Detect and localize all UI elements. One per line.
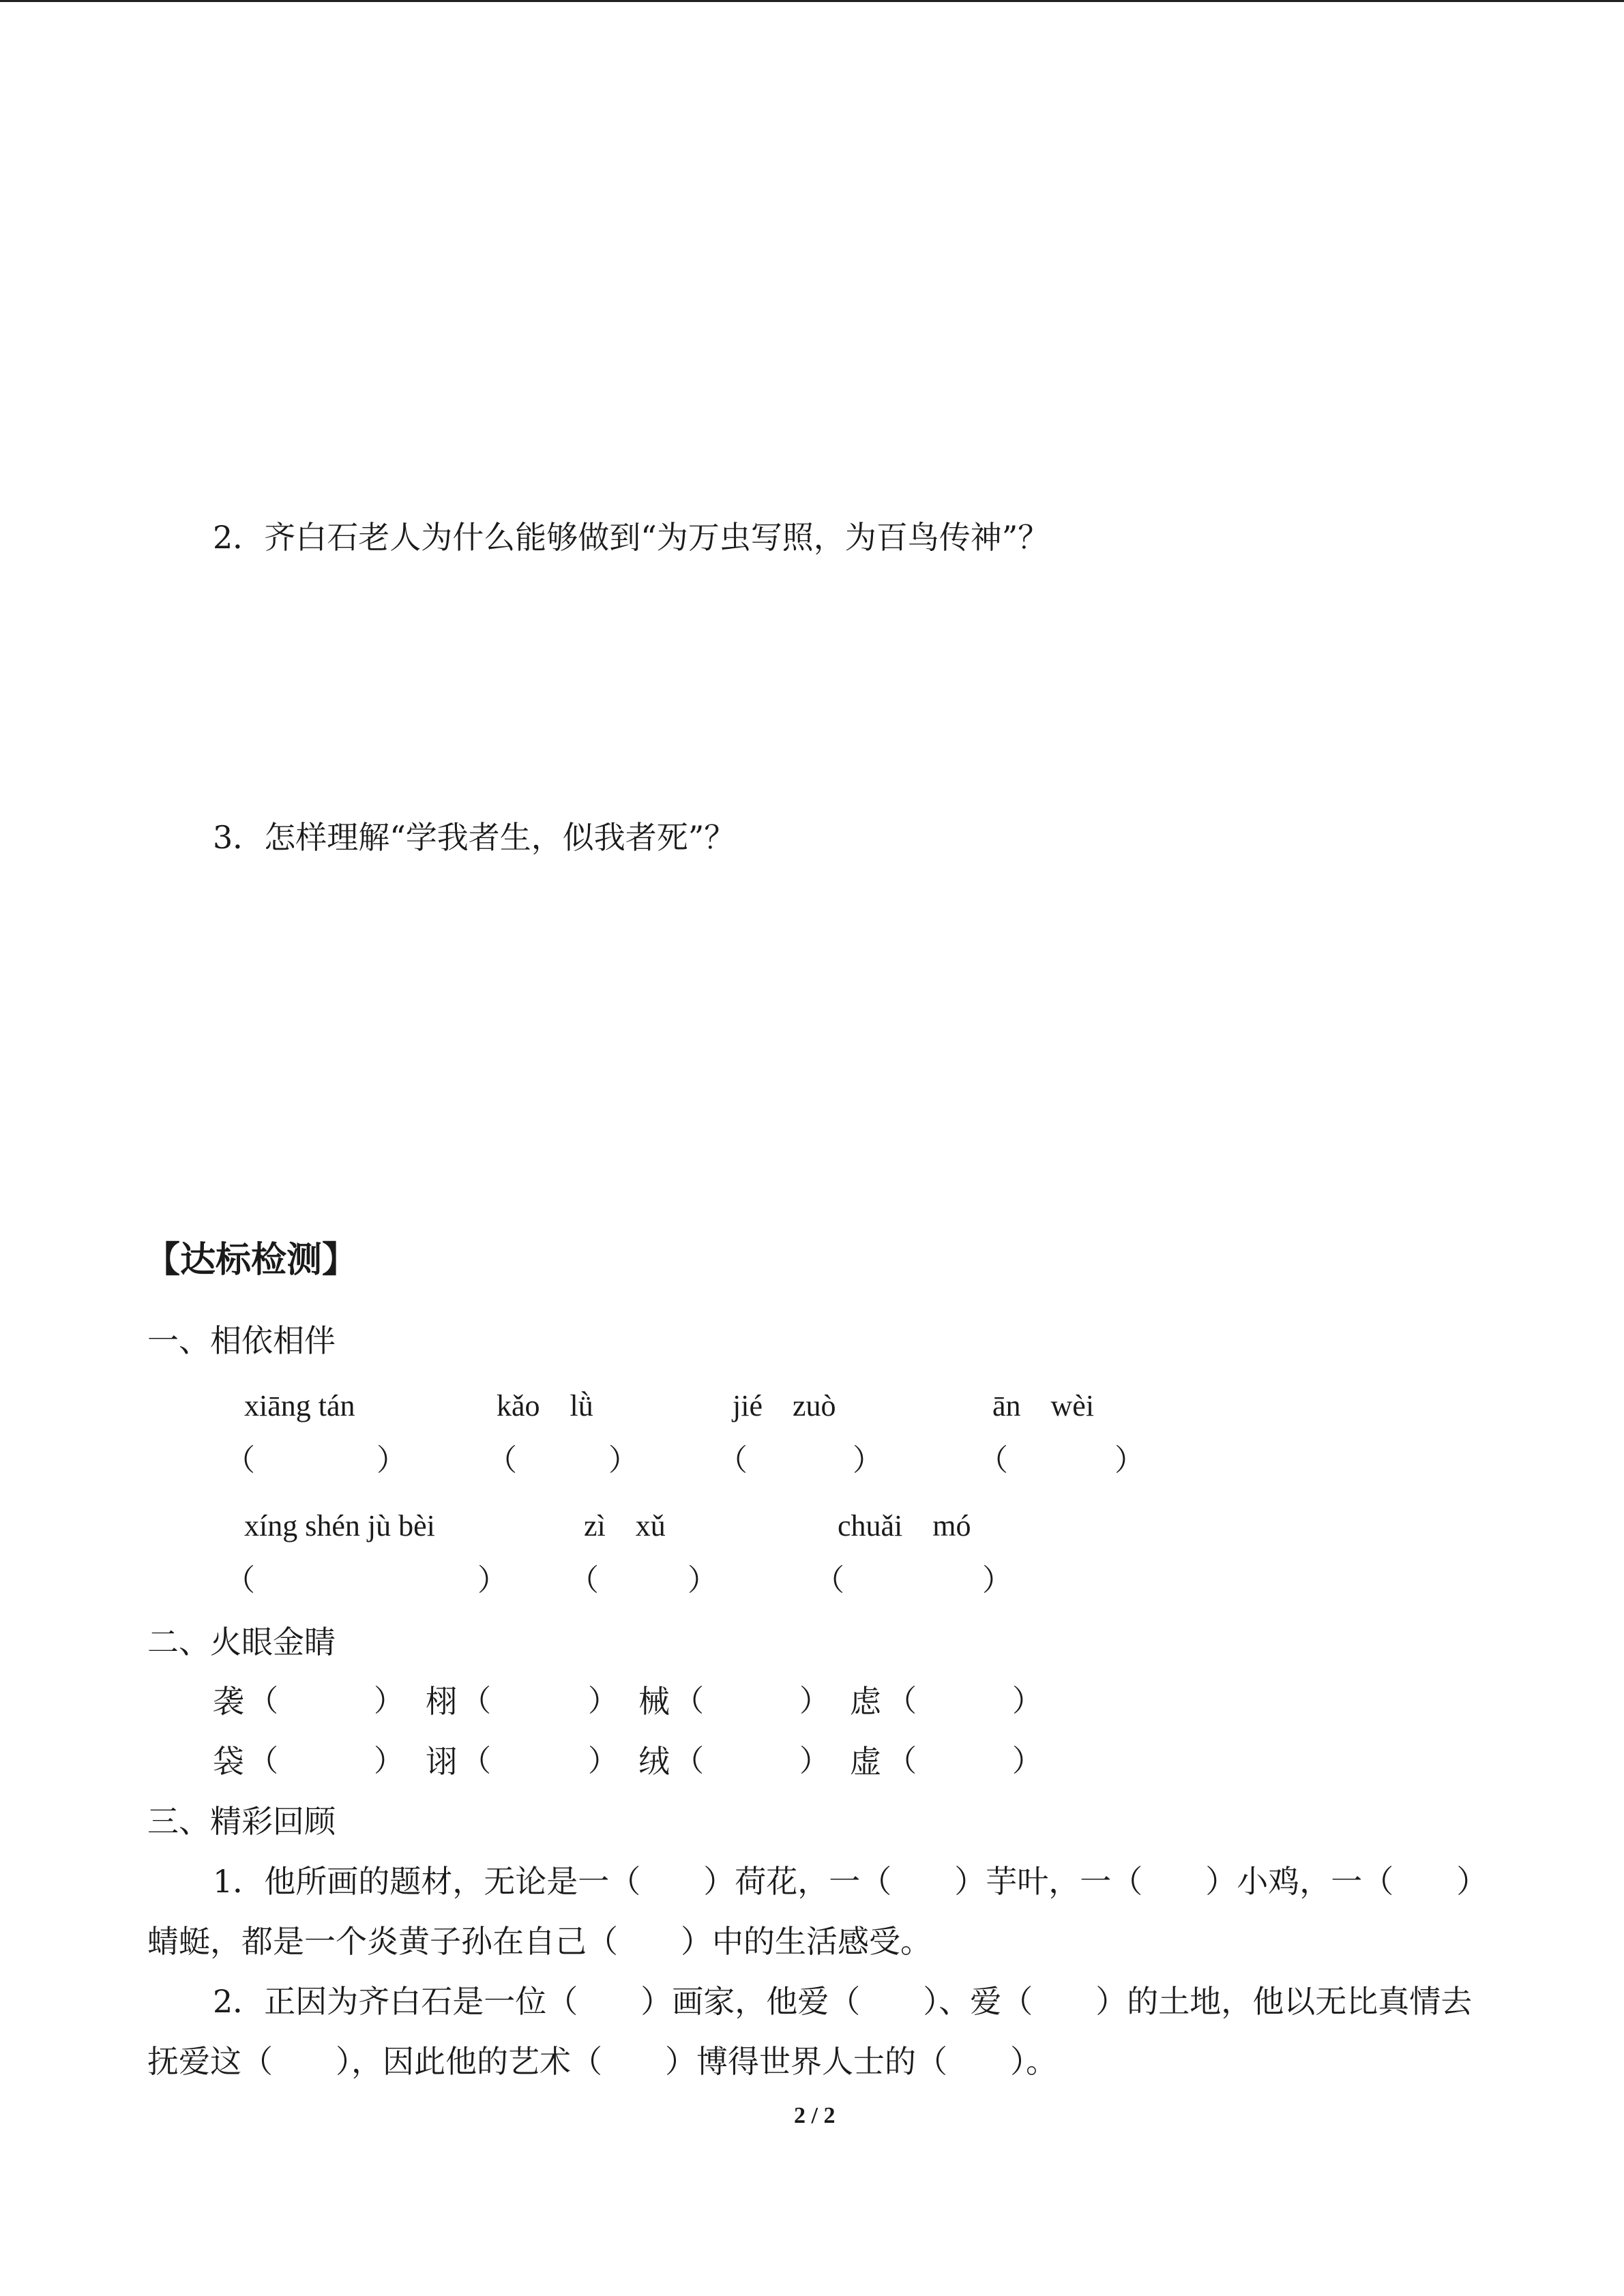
pinyin-kaolv: kǎo lǜ <box>497 1389 593 1422</box>
review-item-2-line-2: 抚爱这（ ），因此他的艺术（ ）博得世界人士的（ ）。 <box>147 2043 1057 2080</box>
part3-title: 三、精彩回顾 <box>147 1803 336 1840</box>
close-paren: ） <box>799 1744 829 1778</box>
char-rong: 绒 <box>638 1743 670 1780</box>
close-paren: ） <box>688 1563 718 1598</box>
pinyin-anwei: ān wèi <box>992 1389 1095 1422</box>
open-paren: （ <box>225 1563 255 1598</box>
close-paren: ） <box>982 1563 1012 1598</box>
part1-title: 一、相依相伴 <box>147 1322 336 1359</box>
open-paren: （ <box>225 1443 255 1478</box>
section-heading: 【达标检测】 <box>145 1239 358 1281</box>
pinyin-zixu: zì xǔ <box>584 1509 666 1542</box>
open-paren: （ <box>978 1443 1008 1478</box>
pinyin-chuaimo: chuǎi mó <box>838 1509 971 1542</box>
pinyin-jiezuo: jié zuò <box>733 1389 836 1422</box>
review-item-1-line-2: 蜻蜓，都是一个炎黄子孙在自己（ ）中的生活感受。 <box>147 1923 932 1960</box>
char-xi: 袭 <box>213 1683 244 1720</box>
review-item-1-line-1: 1．他所画的题材，无论是一（ ）荷花，一（ ）芋叶，一（ ）小鸡，一（ ） <box>213 1863 1488 1900</box>
char-lv: 虑 <box>850 1683 881 1720</box>
question-2: 2．齐白石老人为什么能够做到“为万虫写照，为百鸟传神”？ <box>213 519 1050 556</box>
page-number: 2 / 2 <box>794 2103 836 2128</box>
open-paren: （ <box>718 1443 748 1478</box>
close-paren: ） <box>853 1443 883 1478</box>
char-xu2: 诩 <box>426 1743 457 1780</box>
close-paren: ） <box>374 1744 404 1778</box>
open-paren: （ <box>487 1443 517 1478</box>
close-paren: ） <box>1012 1684 1042 1718</box>
close-paren: ） <box>1114 1443 1145 1478</box>
pinyin-xiangtan: xiāng tán <box>244 1389 355 1422</box>
char-xu3: 虚 <box>850 1743 881 1780</box>
open-paren: （ <box>569 1563 599 1598</box>
open-paren: （ <box>887 1684 917 1718</box>
char-xu: 栩 <box>426 1683 457 1720</box>
close-paren: ） <box>377 1443 407 1478</box>
close-paren: ） <box>608 1443 638 1478</box>
open-paren: （ <box>674 1744 704 1778</box>
part2-title: 二、火眼金睛 <box>147 1624 336 1660</box>
close-paren: ） <box>477 1563 507 1598</box>
review-item-2-line-1: 2．正因为齐白石是一位（ ）画家，他爱（ ）、爱（ ）的土地，他以无比真情去 <box>213 1983 1473 2020</box>
open-paren: （ <box>887 1744 917 1778</box>
char-xie: 械 <box>638 1683 670 1720</box>
close-paren: ） <box>1012 1744 1042 1778</box>
open-paren: （ <box>248 1684 278 1718</box>
open-paren: （ <box>674 1684 704 1718</box>
close-paren: ） <box>588 1744 618 1778</box>
close-paren: ） <box>588 1684 618 1718</box>
top-border-line <box>0 0 1624 2</box>
open-paren: （ <box>248 1744 278 1778</box>
close-paren: ） <box>374 1684 404 1718</box>
close-paren: ） <box>799 1684 829 1718</box>
open-paren: （ <box>814 1563 844 1598</box>
open-paren: （ <box>461 1684 491 1718</box>
open-paren: （ <box>461 1744 491 1778</box>
pinyin-xingshenjubei: xíng shén jù bèi <box>244 1509 435 1542</box>
question-3: 3．怎样理解“学我者生，似我者死”？ <box>213 819 736 856</box>
char-dai: 袋 <box>213 1743 244 1780</box>
